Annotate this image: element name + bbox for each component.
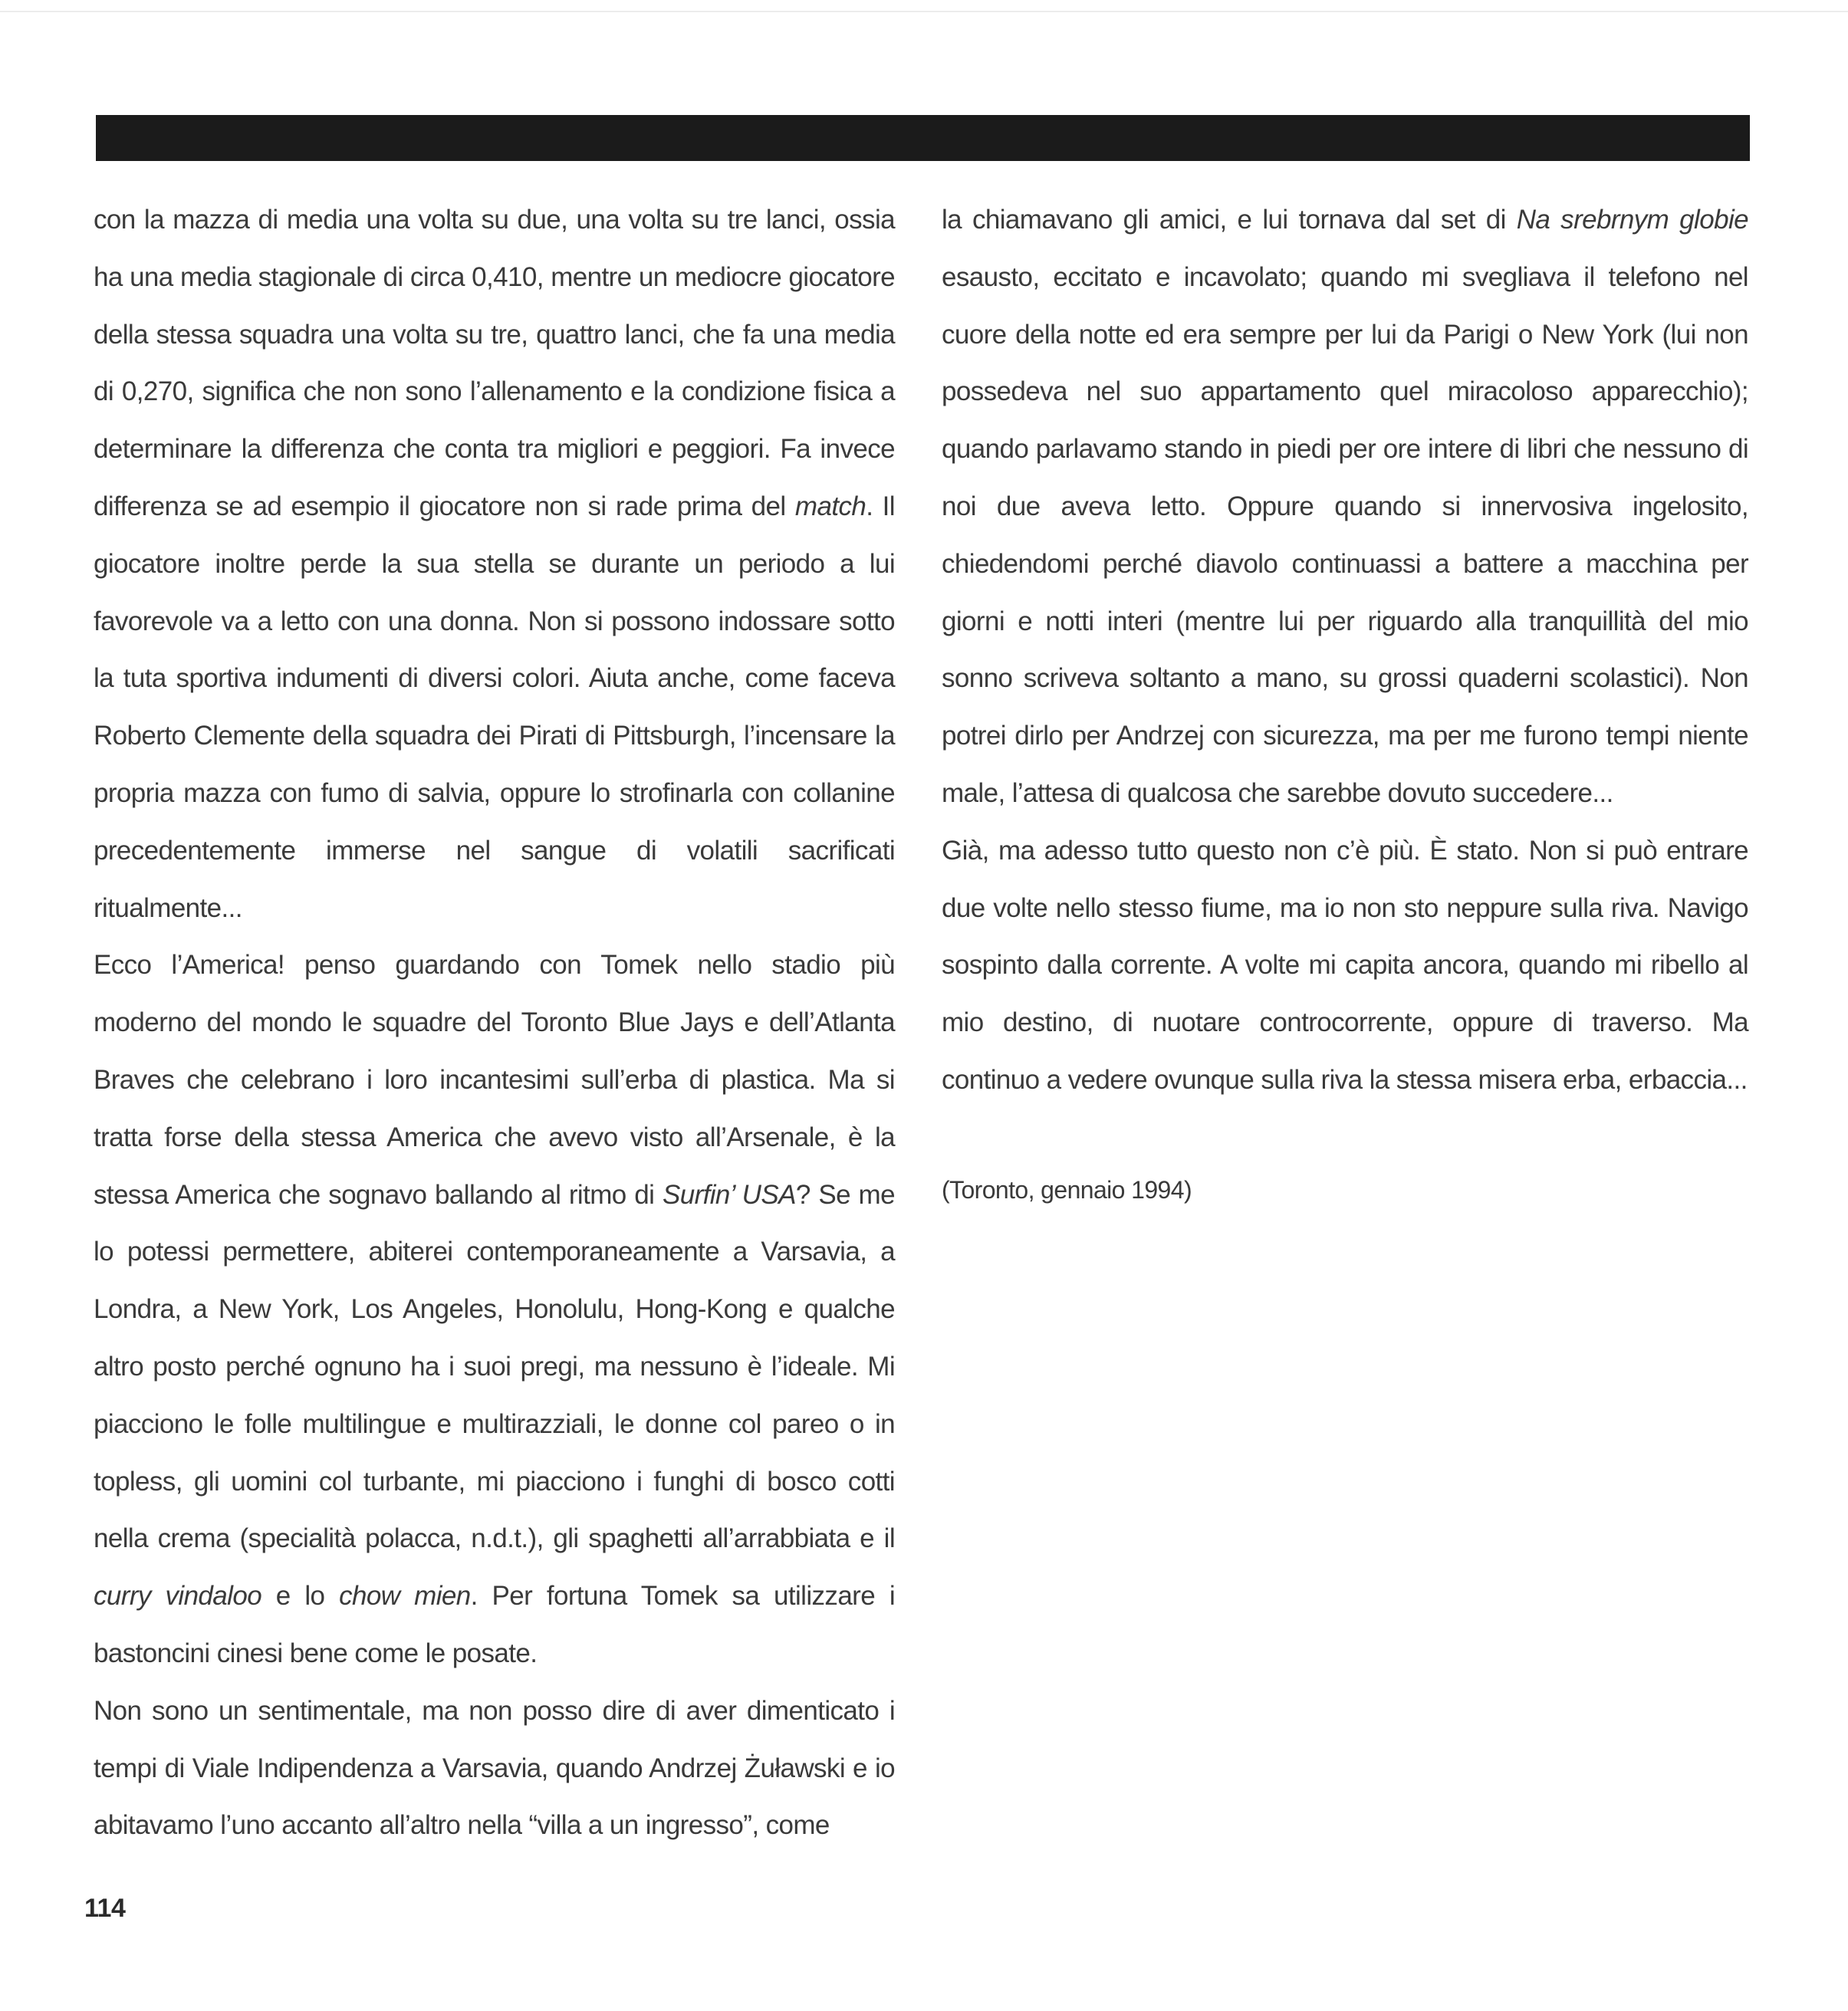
paragraph: la chiamavano gli amici, e lui tornava dal set di Na srebrnym globie esausto, eccitato e incavolato; quando mi svegliava il telefono nel cuore della notte ed era sempre per lui da Parigi o New York (lui non possedeva nel suo appartamento quel miracoloso apparecchio); quando parlavamo stando in piedi per ore intere di libri che nessuno di noi due aveva letto. Oppure quando si innervosiva ingelosito, chiedendomi perché diavolo continuassi a battere a macchina per giorni e notti interi (mentre lui per riguardo alla tranquillità del mio sonno scriveva soltanto a mano, su grossi quaderni scolastici). Non potrei dirlo per Andrzej con sicurezza, ma per me furono tempi niente male, l’attesa di qualcosa che sarebbe dovuto succedere...: [942, 205, 1748, 808]
italic-text: Na srebrnym globie: [1516, 205, 1748, 235]
left-text-column: [94, 192, 895, 1855]
top-edge-rule: [0, 11, 1848, 12]
right-text-column: [942, 192, 1748, 1219]
italic-text: chow mien: [339, 1581, 471, 1612]
italic-text: match: [794, 491, 866, 521]
place-date: (Toronto, gennaio 1994): [942, 1175, 1192, 1204]
paragraph: Ecco l’America! penso guardando con Tomek nello stadio più moderno del mondo le squadre del Toronto Blue Jays e dell’Atlanta Braves che celebrano i loro incantesimi sull’erba di plastica. Ma si tratta forse della stessa America che avevo visto all’Arsenale, è la stessa America che sognavo ballando al ritmo di Surfin’ USA? Se me lo potessi permettere, abiterei contemporaneamente a Varsavia, a Londra, a New York, Los Angeles, Honolulu, Hong-Kong e qualche altro posto perché ognuno ha i suoi pregi, ma nessuno è l’ideale. Mi piacciono le folle multilingue e multirazziali, le donne col pareo o in topless, gli uomini col turbante, mi piacciono i funghi di bosco cotti nella crema (specialità polacca, n.d.t.), gli spaghetti all’arrabbiata e il curry vindaloo e lo chow mien. Per fortuna Tomek sa utilizzare i bastoncini cinesi bene come le posate.: [94, 950, 895, 1668]
italic-text: curry vindaloo: [94, 1581, 262, 1612]
header-bar: [96, 115, 1750, 161]
paragraph: con la mazza di media una volta su due, una volta su tre lanci, ossia ha una media stagionale di circa 0,410, mentre un mediocre giocatore della stessa squadra una volta su tre, quattro lanci, che fa una media di 0,270, significa che non sono l’allenamento e la condizione fisica a determinare la differenza che conta tra migliori e peggiori. Fa invece differenza se ad esempio il giocatore non si rade prima del match. Il giocatore inoltre perde la sua stella se durante un periodo a lui favorevole va a letto con una donna. Non si possono indossare sotto la tuta sportiva indumenti di diversi colori. Aiuta anche, come faceva Roberto Clemente della squadra dei Pirati di Pittsburgh, l’incensare la propria mazza con fumo di salvia, oppure lo strofinarla con collanine precedentemente immerse nel sangue di volatili sacrificati ritualmente...: [94, 205, 895, 923]
italic-text: Surfin’ USA: [662, 1179, 796, 1210]
page-number: 114: [84, 1894, 126, 1923]
paragraph: Già, ma adesso tutto questo non c’è più. È stato. Non si può entrare due volte nello stesso fiume, ma io non sto neppure sulla riva. Navigo sospinto dalla corrente. A volte mi capita ancora, quando mi ribello al mio destino, di nuotare controcorrente, oppure di traverso. Ma continuo a vedere ovunque sulla riva la stessa misera erba, erbaccia...: [942, 835, 1748, 1095]
paragraph: Non sono un sentimentale, ma non posso dire di aver dimenticato i tempi di Viale Indipendenza a Varsavia, quando Andrzej Żuławski e io abitavamo l’uno accanto all’altro nella “villa a un ingresso”, come: [94, 1695, 895, 1841]
